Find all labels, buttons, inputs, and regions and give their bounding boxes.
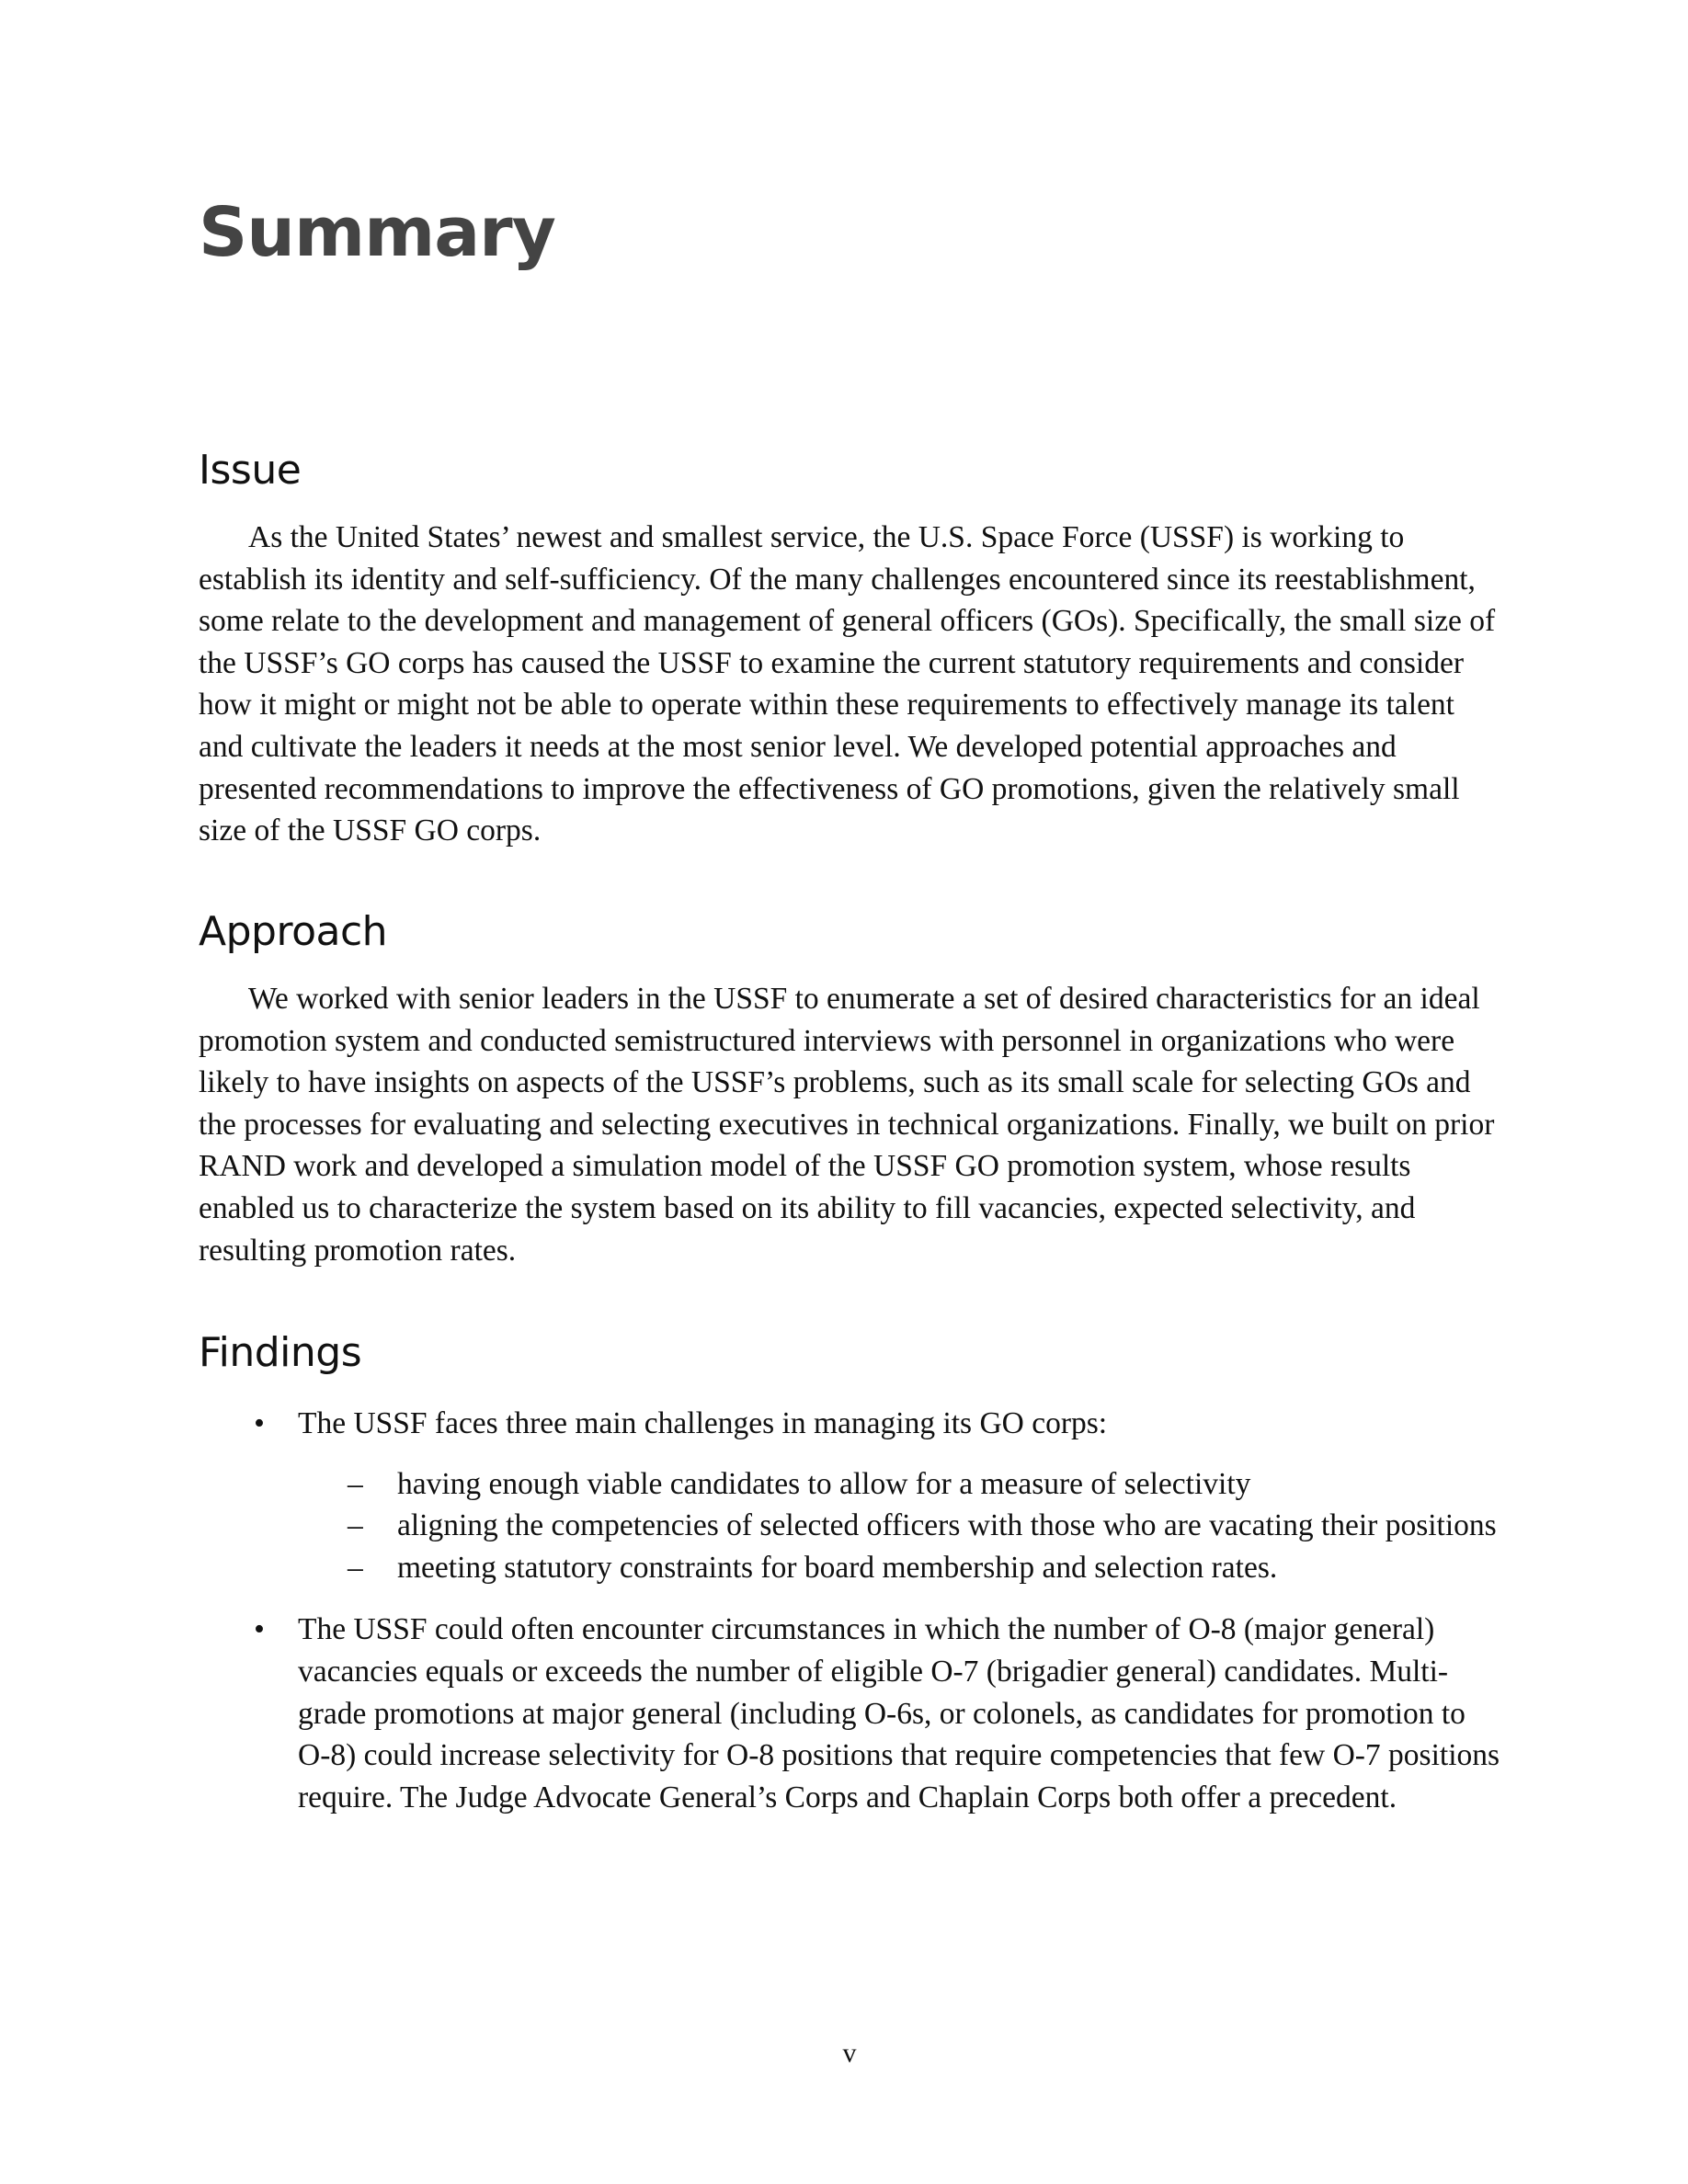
page-number: v	[842, 2038, 857, 2068]
list-item-text: The USSF faces three main challenges in managing its GO corps:	[298, 1406, 1108, 1440]
sub-list-item	[298, 1505, 1500, 1547]
sub-list-item-text: having enough viable candidates to allow for a measure of selectivity	[397, 1466, 1251, 1501]
section-paragraph-approach: We worked with senior leaders in the USSF to enumerate a set of desired characteristics for an ideal promotion system and conducted semistructured interviews with personnel in organizations who were likely to have insights on aspects of the USSF’s problems, such as its small scale for selecting GOs and the processes for evaluating and selecting executives in technical organizations. Finally, we built on prior RAND work and developed a simulation model of the USSF GO promotion system, whose results enabled us to characterize the system based on its ability to fill vacancies, expected selectivity, and resulting promotion rates.	[199, 982, 1495, 1268]
bullet-icon: •	[254, 1406, 265, 1440]
list-item	[199, 1403, 1500, 1588]
section-paragraph-issue: As the United States’ newest and smallest service, the U.S. Space Force (USSF) is working to establish its identity and self-sufficiency. Of the many challenges encountered since its reestablishment, some relate to the development and management of general officers (GOs). Specifically, the small size of the USSF’s GO corps has caused the USSF to examine the current statutory requirements and consider how it might or might not be able to operate within these requirements to effectively manage its talent and cultivate the leaders it needs at the most senior level. We developed potential approaches and presented recommendations to improve the effectiveness of GO promotions, given the relatively small size of the USSF GO corps.	[199, 520, 1496, 848]
section-heading-issue: Issue	[199, 447, 302, 494]
section-heading-approach: Approach	[199, 908, 388, 955]
section-issue	[199, 445, 1500, 852]
section-approach	[199, 906, 1500, 1271]
page-title: Summary	[199, 193, 555, 272]
section-heading-findings: Findings	[199, 1329, 362, 1376]
sub-list-item-text: aligning the competencies of selected officers with those who are vacating their positions	[397, 1508, 1497, 1543]
sub-list-item-text: meeting statutory constraints for board membership and selection rates.	[397, 1550, 1278, 1585]
sub-list	[298, 1463, 1500, 1589]
document-page	[199, 0, 1500, 2184]
dash-icon: –	[348, 1508, 363, 1543]
dash-icon: –	[348, 1550, 363, 1585]
list-item-text: The USSF could often encounter circumstances in which the number of O-8 (major general) vacancies equals or exceeds the number of eligible O-7 (brigadier general) candidates. Multi-grade promotions at major general (including O-6s, or colonels, as candidates for promotion to O-8) could increase selectivity for O-8 positions that require competencies that few O-7 positions require. The Judge Advocate General’s Corps and Chaplain Corps both offer a precedent.	[298, 1612, 1500, 1814]
sub-list-item	[298, 1463, 1500, 1506]
bullet-icon: •	[254, 1612, 265, 1647]
findings-list	[199, 1403, 1500, 1818]
list-item	[199, 1609, 1500, 1818]
sub-list-item	[298, 1547, 1500, 1589]
section-findings	[199, 1327, 1500, 1838]
dash-icon: –	[348, 1466, 363, 1501]
